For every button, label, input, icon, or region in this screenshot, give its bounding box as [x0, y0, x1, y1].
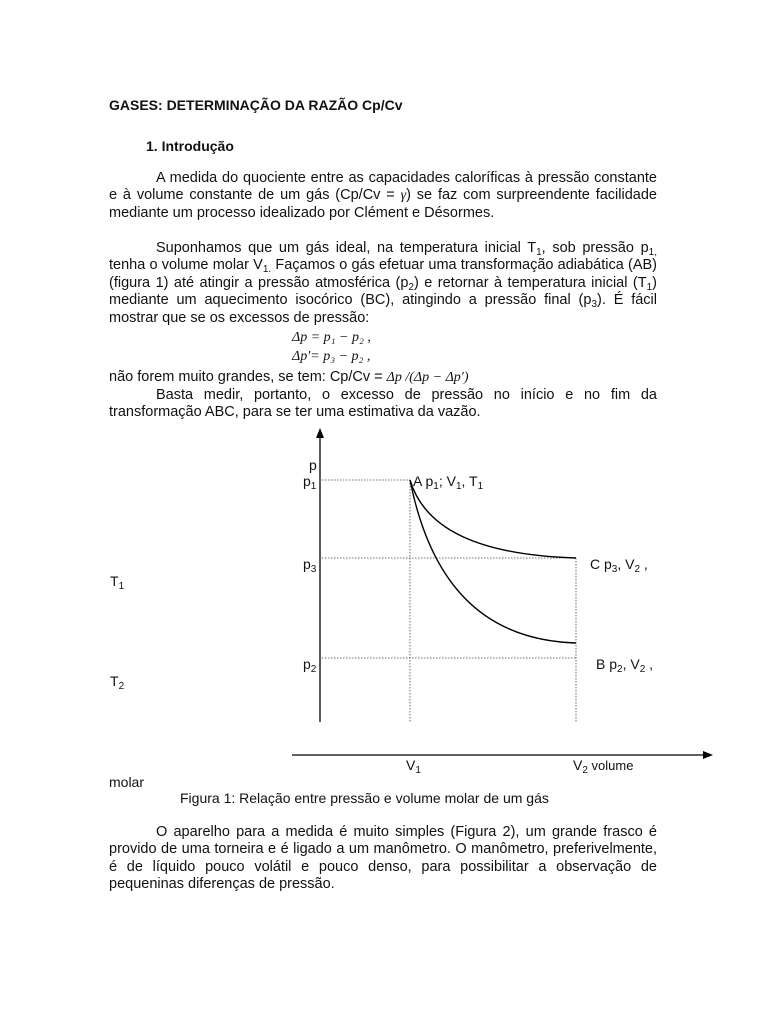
paragraph-ratio: não forem muito grandes, se tem: Cp/Cv = Δp /(Δp − Δp′)	[109, 369, 469, 385]
v1-label: $V_1$	[406, 757, 421, 776]
p1-label: $p_1$	[303, 473, 317, 492]
point-b-label: B $p_2$, $V_2$ ,	[596, 656, 654, 675]
point-c-label: C $p_3$, $V_2$ ,	[590, 556, 648, 575]
equation-delta-p: Δp = p₁ − p₂ ,	[292, 330, 371, 345]
ratio-formula: Δp /(Δp − Δp′)	[386, 370, 469, 385]
v2-label: $V_2$ volume	[573, 757, 634, 776]
document-title: GASES: DETERMINAÇÃO DA RAZÃO Cp/Cv	[109, 97, 403, 113]
p2-label: $p_2$	[303, 656, 317, 675]
molar-label: molar	[109, 774, 145, 790]
p-axis-arrow	[316, 428, 324, 438]
equation-delta-p-prime: Δp′= p₃ − p₂ ,	[292, 349, 371, 364]
figure-caption: Figura 1: Relação entre pressão e volume molar de um gás	[180, 790, 549, 806]
t2-label: $T_2$	[110, 673, 125, 692]
adiabatic-curve-ab	[410, 480, 576, 643]
p3-label: $p_3$	[303, 556, 317, 575]
paragraph-apparatus: O aparelho para a medida é muito simples (Figura 2), um grande frasco é provido de uma torneira e é ligado a um manômetro. O manômetro, preferivelmente, é de líquido pouco volátil e pouco denso, para possibilitar a observação de pequeninas diferenças de pressão.	[109, 824, 657, 893]
paragraph-intro-text: A medida do quociente entre as capacidades caloríficas à pressão constante e à volume constante de um gás (Cp/Cv =	[109, 170, 657, 204]
paragraph-intro-text-end: ) se faz com surpreendente facilidade mediante um processo idealizado por Clément e Désormes.	[109, 187, 657, 221]
section-heading: 1. Introdução	[146, 138, 234, 154]
point-a-label: A $p_1$; $V_1$, $T_1$	[413, 473, 484, 492]
paragraph-process: Suponhamos que um gás ideal, na temperatura inicial $T_1$, sob pressão $p_{1,}$ tenha o volume molar $V_{1.}$ Façamos o gás efetuar uma transformação adiabática (AB) (figura 1) até atingir a pressão atmosférica $(p_2)$ e retornar à temperatura inicial $(T_1)$ mediante um aquecimento isocórico (BC), atingindo a pressão final $(p_3)$. É fácil mostrar que se os excessos de pressão:	[109, 240, 658, 326]
t1-label: $T_1$	[110, 573, 125, 592]
v-axis-arrow	[703, 751, 713, 759]
p-axis-label: p	[309, 457, 317, 473]
gamma-symbol: γ	[400, 188, 407, 204]
paragraph-measure: Basta medir, portanto, o excesso de pressão no início e no fim da transformação ABC, para se ter uma estimativa da vazão.	[109, 387, 657, 421]
